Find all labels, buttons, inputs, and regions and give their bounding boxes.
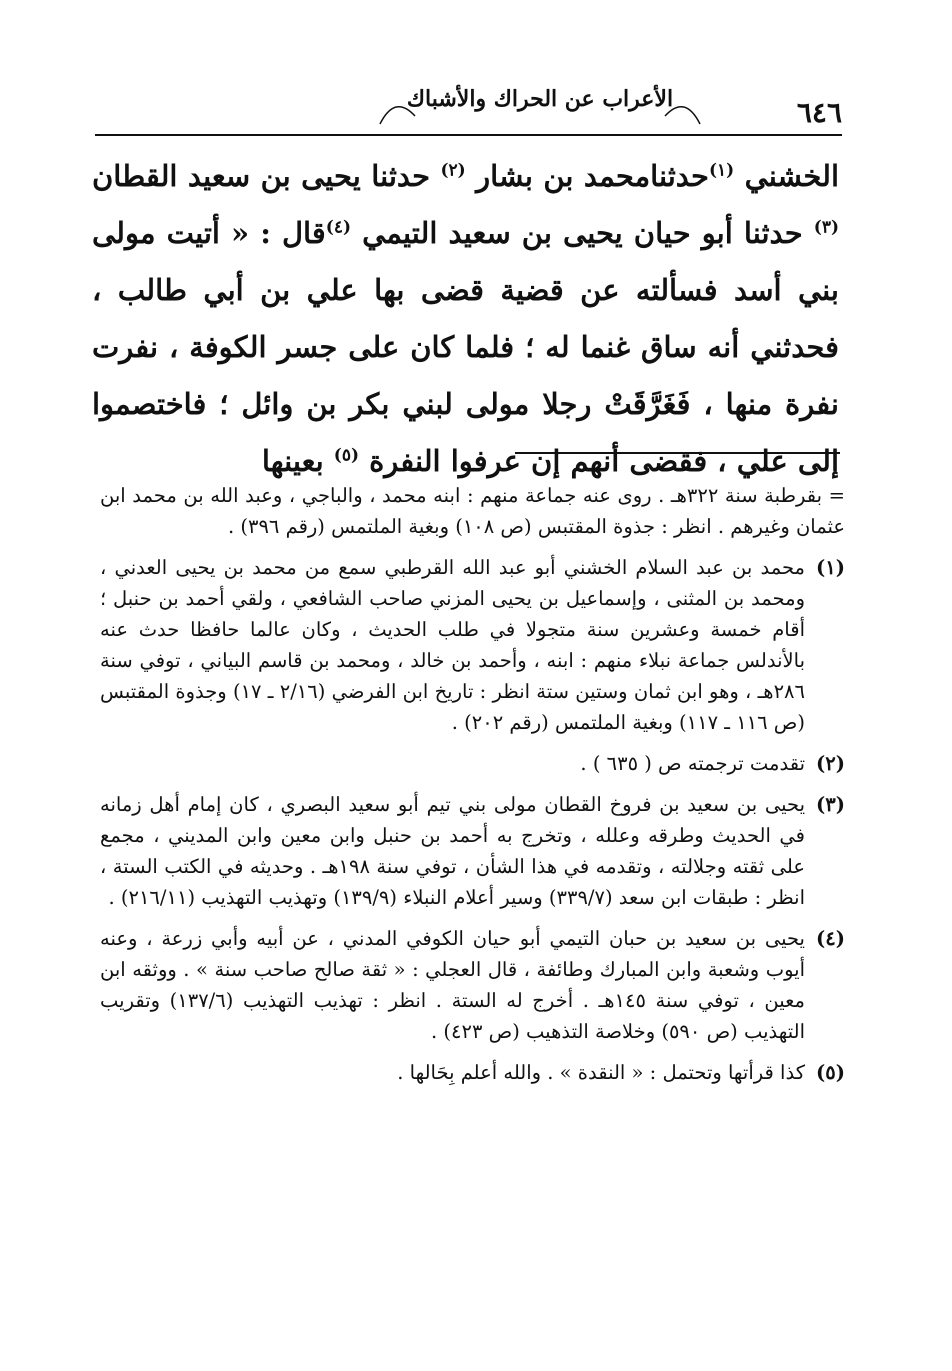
footnote-1 <box>100 552 845 738</box>
title-ornament-icon <box>375 86 705 128</box>
footnote-number: (٣) <box>816 793 845 816</box>
footnote-ref[interactable]: (١) <box>708 160 735 181</box>
footnote-ref[interactable]: (٢) <box>440 160 466 181</box>
text-segment: حدثنا أبو حيان يحيى بن سعيد التيمي <box>362 216 803 250</box>
main-text <box>92 148 839 490</box>
page-number: ٦٤٦ <box>796 96 842 129</box>
text-segment: حدثنا يحيى بن سعيد القطان <box>92 159 431 193</box>
footnote-number: (٥) <box>816 1061 845 1084</box>
footnote-text: يحيى بن سعيد بن فروخ القطان مولى بني تيم أبو سعيد البصري ، كان إمام أهل زمانه في الحديث وطرقه وعلله ، وتخرج به أحمد بن حنبل وابن معين وابن المديني ، مجمع على ثقته وجلالته ، وتقدمه في هذا الشأن ، توفي سنة ١٩٨هـ . وحديثه في الكتب الستة ، انظر : طبقات ابن سعد (٣٣٩/٧) وسير أعلام النبلاء (١٣٩/٩) وتهذيب التهذيب (٢١٦/١١) . <box>100 793 805 909</box>
footnote-ref[interactable]: (٣) <box>813 217 839 238</box>
text-segment: حدثنامحمد بن بشار <box>476 159 709 193</box>
book-title-text: الأعراب عن الحراك والأشباك <box>406 86 674 112</box>
footnote-text: تقدمت ترجمته ص ( ٦٣٥ ) . <box>580 752 805 775</box>
footnote-ref[interactable]: (٤) <box>325 217 351 238</box>
footnote-text: يحيى بن سعيد بن حبان التيمي أبو حيان الكوفي المدني ، عن أبيه وأبي زرعة ، وعنه أيوب وشعبة وابن المبارك وطائفة ، قال العجلي : « ثقة صالح صاحب سنة » . ووثقه ابن معين ، توفي سنة ١٤٥هـ . أخرج له الستة . انظر : تهذيب التهذيب (١٣٧/٦) وتقريب التهذيب (ص ٥٩٠) وخلاصة التذهيب (ص ٤٢٣) . <box>100 927 805 1043</box>
header-rule <box>95 134 842 136</box>
footnotes <box>100 480 845 1098</box>
footnote-text: كذا قرأتها وتحتمل : « النقدة » . والله أعلم بِحَالها . <box>397 1061 805 1084</box>
running-head <box>90 76 850 136</box>
footnote-2 <box>100 748 845 779</box>
text-segment: قال : « أتيت مولى بني أسد فسألته عن قضية قضى بها علي بن أبي طالب ، فحدثني أنه ساق غنما له ؛ فلما كان على جسر الكوفة ، نفرت نفرة منها ، فَغَرَّقَتْ رجلا مولى لبني بكر بن وائل ؛ فاختصموا إلى علي ، فقضى أنهم إن عرفوا النفرة <box>92 216 839 478</box>
footnote-ref[interactable]: (٥) <box>333 445 359 466</box>
footnote-text: محمد بن عبد السلام الخشني أبو عبد الله القرطبي سمع من محمد بن يحيى العدني ، ومحمد بن المثنى ، وإسماعيل بن يحيى المزني صاحب الشافعي ، ولقي أحمد بن حنبل ؛ أقام خمسة وعشرين سنة متجولا في طلب الحديث ، وكان عالما حافظا حدث عنه بالأندلس جماعة نبلاء منهم : ابنه ، وأحمد بن خالد ، ومحمد بن قاسم البياني ، توفي سنة ٢٨٦هـ ، وهو ابن ثمان وستين ستة انظر : تاريخ ابن الفرضي (٢/١٦ ـ ١٧) وجذوة المقتبس (ص ١١٦ ـ ١١٧) وبغية الملتمس (رقم ٢٠٢) . <box>100 556 805 734</box>
footnote-4 <box>100 923 845 1047</box>
main-paragraph <box>92 148 839 490</box>
footnote-number: (٤) <box>816 927 845 950</box>
text-segment: الخشني <box>744 159 839 193</box>
footnote-5 <box>100 1057 845 1088</box>
footnote-continuation: = بقرطبة سنة ٣٢٢هـ . روى عنه جماعة منهم : ابنه محمد ، والباجي ، وعبد الله بن محمد ابن عثمان وغيرهم . انظر : جذوة المقتبس (ص ١٠٨) وبغية الملتمس (رقم ٣٩٦) . <box>100 484 845 538</box>
footnote-number: (١) <box>816 556 845 579</box>
footnote-3 <box>100 789 845 913</box>
footnote-number: (٢) <box>816 752 845 775</box>
book-title <box>375 86 705 128</box>
text-segment: بعينها <box>261 444 324 478</box>
footnote-rule <box>515 452 840 454</box>
